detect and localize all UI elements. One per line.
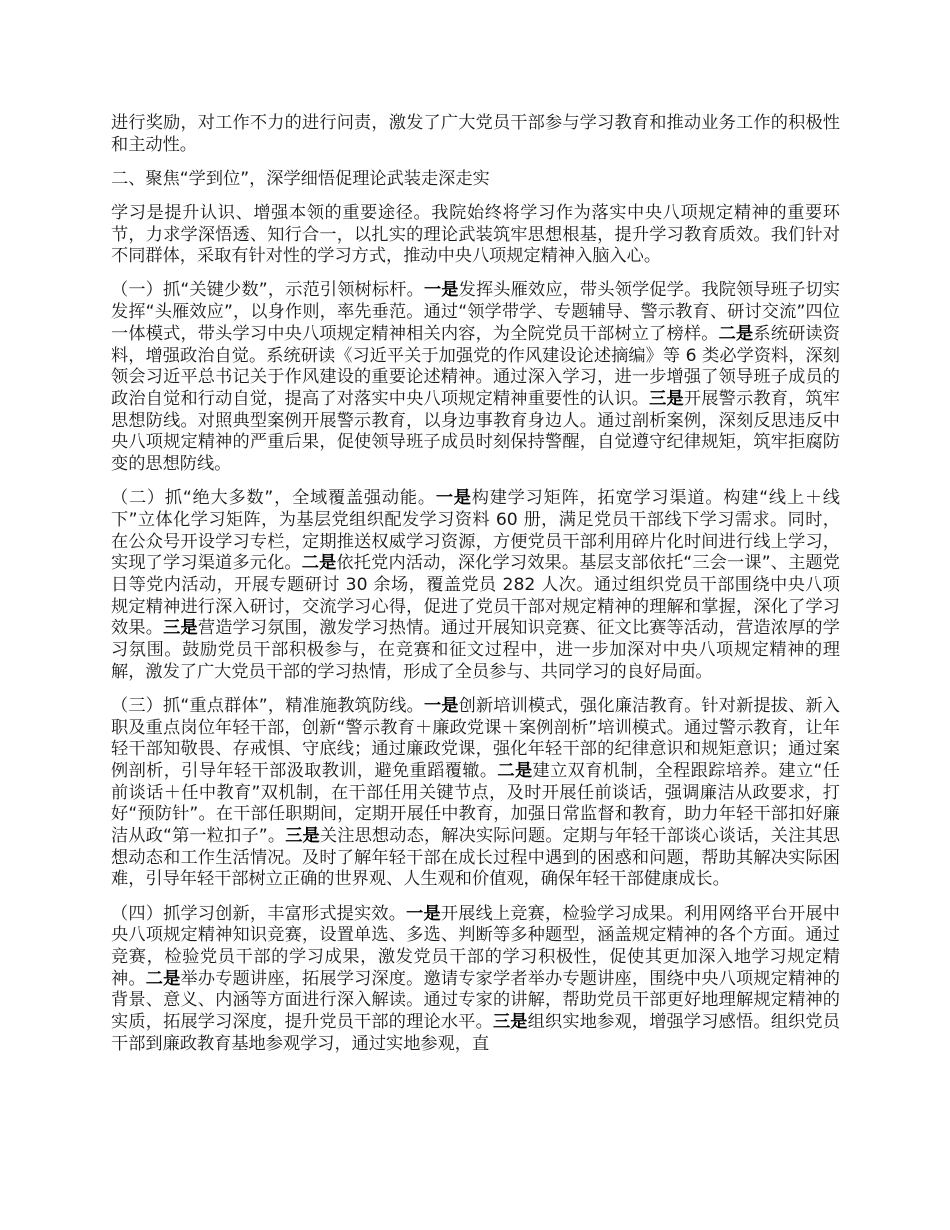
point-text: 组织实地参观，增强学习感悟。组织党员干部到廉政教育基地参观学习，通过实地参观，直 — [111, 1012, 840, 1054]
point-marker: 一是 — [423, 280, 459, 301]
subsection-lead: （四）抓学习创新，丰富形式提实效。 — [111, 903, 407, 924]
point-marker: 三是 — [649, 388, 684, 409]
paragraph-vast-majority — [111, 488, 840, 683]
point-text: 发挥头雁效应，带头领学促学。我院领导班子切实发挥“头雁效应”，以身作则，率先垂范。通过“领学带学、专题辅导、警示教育、研讨交流”四位一体模式，带头学习中央八项规定精神相关内容，为全院党员干部树立了榜样。 — [111, 280, 840, 344]
point-marker: 二是 — [145, 968, 181, 989]
subsection-lead: （三）抓“重点群体”，精准施教筑防线。 — [111, 695, 424, 716]
subsection-lead: （二）抓“绝大多数”，全域覆盖强动能。 — [111, 488, 436, 509]
subsection-lead: （一）抓“关键少数”，示范引领树标杆。 — [111, 280, 424, 301]
point-marker: 一是 — [435, 488, 472, 509]
point-text: 依托党内活动，深化学习效果。基层支部依托“三会一课”、主题党日等党内活动，开展专题研讨 30 余场，覆盖党员 282 人次。通过组织党员干部围绕中央八项规定精神进行深入研讨，交流学习心得，促进了党员干部对规定精神的理解和掌握，深化了学习效果。 — [111, 553, 840, 639]
point-marker: 二是 — [718, 323, 754, 344]
paragraph-intro-continued: 进行奖励，对工作不力的进行问责，激发了广大党员干部参与学习教育和推动业务工作的积极性和主动性。 — [111, 113, 840, 155]
point-text: 构建学习矩阵，拓宽学习渠道。构建“线上＋线下”立体化学习矩阵，为基层党组织配发学习资料 60 册，满足党员干部线下学习需求。同时，在公众号开设学习专栏，定期推送权威学习资源，方便党员干部利用碎片化时间进行线上学习，实现了学习渠道多元化。 — [111, 488, 840, 574]
point-text: 关注思想动态，解决实际问题。定期与年轻干部谈心谈话，关注其思想动态和工作生活情况。及时了解年轻干部在成长过程中遇到的困惑和问题，帮助其解决实际困难，引导年轻干部树立正确的世界观、人生观和价值观，确保年轻干部健康成长。 — [111, 826, 840, 890]
paragraph-key-minority — [111, 280, 840, 475]
section-heading: 二、聚焦“学到位”，深学细悟促理论武装走深走实 — [111, 168, 490, 189]
point-marker: 二是 — [301, 553, 337, 574]
paragraph-key-groups — [111, 696, 840, 891]
point-text: 系统研读资料，增强政治自觉。系统研读《习近平关于加强党的作风建设论述摘编》等 6 类必学资料，深刻领会习近平总书记关于作风建设的重要论述精神。通过深入学习，进一步增强了领导班子成员的政治自觉和行动自觉，提高了对落实中央八项规定精神重要性的认识。 — [111, 323, 840, 409]
point-text: 开展线上竞赛，检验学习成果。利用网络平台开展中央八项规定精神知识竞赛，设置单选、多选、判断等多种题型，涵盖规定精神的各个方面。通过竞赛，检验党员干部的学习成果，激发党员干部的学习积极性，促使其更加深入地学习规定精神。 — [111, 903, 840, 989]
point-marker: 三是 — [492, 1012, 528, 1033]
point-marker: 二是 — [497, 760, 533, 781]
point-marker: 三是 — [163, 618, 198, 639]
point-marker: 一是 — [406, 903, 441, 924]
paragraph-section-intro: 学习是提升认识、增强本领的重要途径。我院始终将学习作为落实中央八项规定精神的重要环节，力求学深悟透、知行合一，以扎实的理论武装筑牢思想根基，提升学习教育质效。我们针对不同群体，采取有针对性的学习方式，推动中央八项规定精神入脑入心。 — [111, 202, 840, 267]
point-marker: 一是 — [423, 695, 459, 716]
document-page — [111, 113, 840, 1068]
point-text: 营造学习氛围，激发学习热情。通过开展知识竞赛、征文比赛等活动，营造浓厚的学习氛围。鼓励党员干部积极参与，在竞赛和征文过程中，进一步加深对中央八项规定精神的理解，激发了广大党员干部的学习热情，形成了全员参与、共同学习的良好局面。 — [111, 618, 840, 682]
point-text: 开展警示教育，筑牢思想防线。对照典型案例开展警示教育，以身边事教育身边人。通过剖析案例，深刻反思违反中央八项规定精神的严重后果，促使领导班子成员时刻保持警醒，自觉遵守纪律规矩，筑牢拒腐防变的思想防线。 — [111, 388, 840, 475]
point-text: 举办专题讲座，拓展学习深度。邀请专家学者举办专题讲座，围绕中央八项规定精神的背景、意义、内涵等方面进行深入解读。通过专家的讲解，帮助党员干部更好地理解规定精神的实质，拓展学习深度，提升党员干部的理论水平。 — [111, 968, 840, 1033]
point-marker: 三是 — [285, 826, 320, 847]
point-text: 创新培训模式，强化廉洁教育。针对新提拔、新入职及重点岗位年轻干部，创新“警示教育＋廉政党课＋案例剖析”培训模式。通过警示教育，让年轻干部知敬畏、存戒惧、守底线；通过廉政党课，强化年轻干部的纪律意识和规矩意识；通过案例剖析，引导年轻干部汲取教训，避免重蹈覆辙。 — [111, 695, 840, 781]
point-text: 建立双育机制，全程跟踪培养。建立“任前谈话＋任中教育”双机制，在干部任用关键节点，及时开展任前谈话，强调廉洁从政要求，打好“预防针”。在干部任职期间，定期开展任中教育，加强日常监督和教育，助力年轻干部扣好廉洁从政“第一粒扣子”。 — [111, 760, 840, 847]
paragraph-learning-innovation — [111, 904, 840, 1056]
